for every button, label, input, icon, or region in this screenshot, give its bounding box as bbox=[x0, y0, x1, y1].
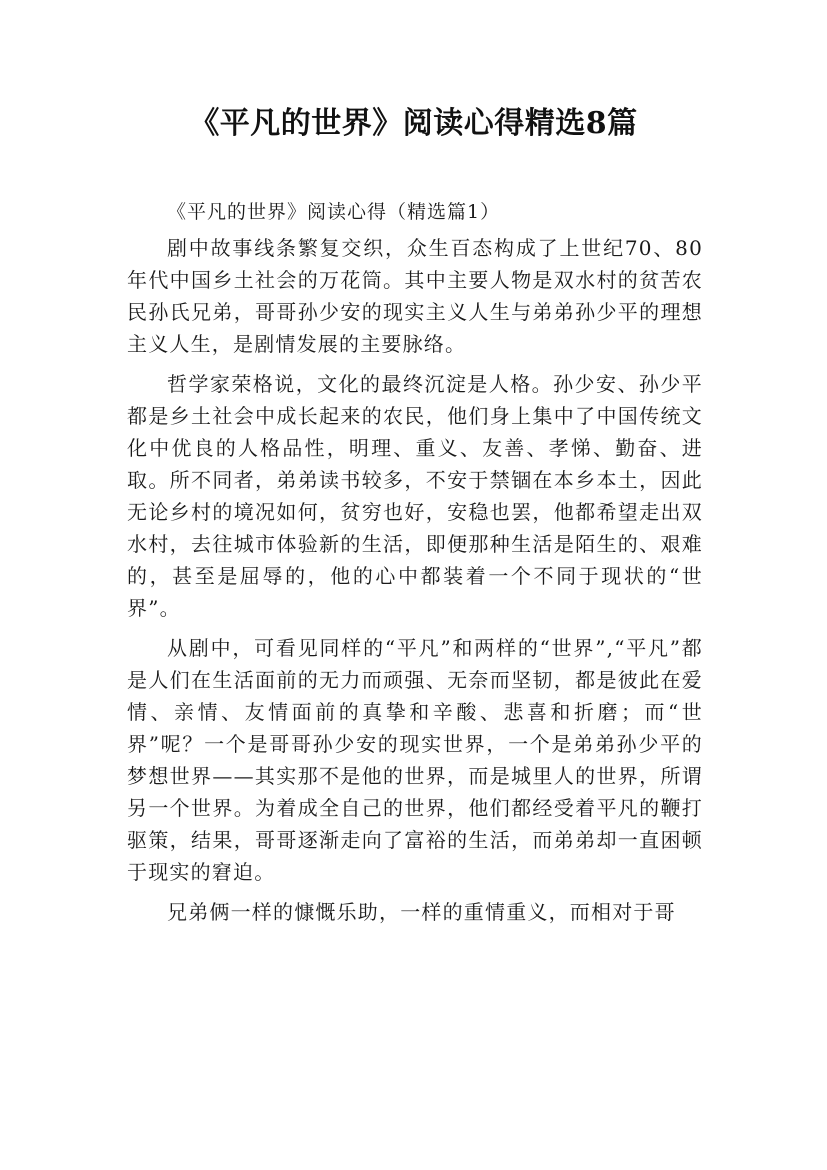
document-title: 《平凡的世界》阅读心得精选8篇 bbox=[189, 106, 638, 141]
section-heading: 《平凡的世界》阅读心得（精选篇1） bbox=[167, 201, 501, 223]
paragraph-3: 从剧中，可看见同样的“平凡”和两样的“世界”,“平凡”都是人们在生活面前的无力而顽强、无奈而坚韧，都是彼此在爱情、亲情、友情面前的真挚和辛酸、悲喜和折磨；而“世界”呢？一个是哥哥孙少安的现实世界，一个是弟弟孙少平的梦想世界——其实那不是他的世界，而是城里人的世界，所谓另一个世界。为着成全自己的世界，他们都经受着平凡的鞭打驱策，结果，哥哥逐渐走向了富裕的生活，而弟弟却一直困顿于现实的窘迫。 bbox=[127, 636, 703, 884]
paragraph-4: 兄弟俩一样的慷慨乐助，一样的重情重义，而相对于哥 bbox=[167, 900, 676, 924]
document-body bbox=[127, 196, 703, 936]
paragraph-1: 剧中故事线条繁复交织，众生百态构成了上世纪70、80年代中国乡土社会的万花筒。其中主要人物是双水村的贫苦农民孙氏兄弟，哥哥孙少安的现实主义人生与弟弟孙少平的理想主义人生，是剧情发展的主要脉络。 bbox=[127, 236, 703, 356]
paragraph-2: 哲学家荣格说，文化的最终沉淀是人格。孙少安、孙少平都是乡土社会中成长起来的农民，他们身上集中了中国传统文化中优良的人格品性，明理、重义、友善、孝悌、勤奋、进取。所不同者，弟弟读书较多，不安于禁锢在本乡本土，因此无论乡村的境况如何，贫穷也好，安稳也罢，他都希望走出双水村，去往城市体验新的生活，即便那种生活是陌生的、艰难的，甚至是屈辱的，他的心中都装着一个不同于现状的“世界”。 bbox=[127, 372, 703, 620]
